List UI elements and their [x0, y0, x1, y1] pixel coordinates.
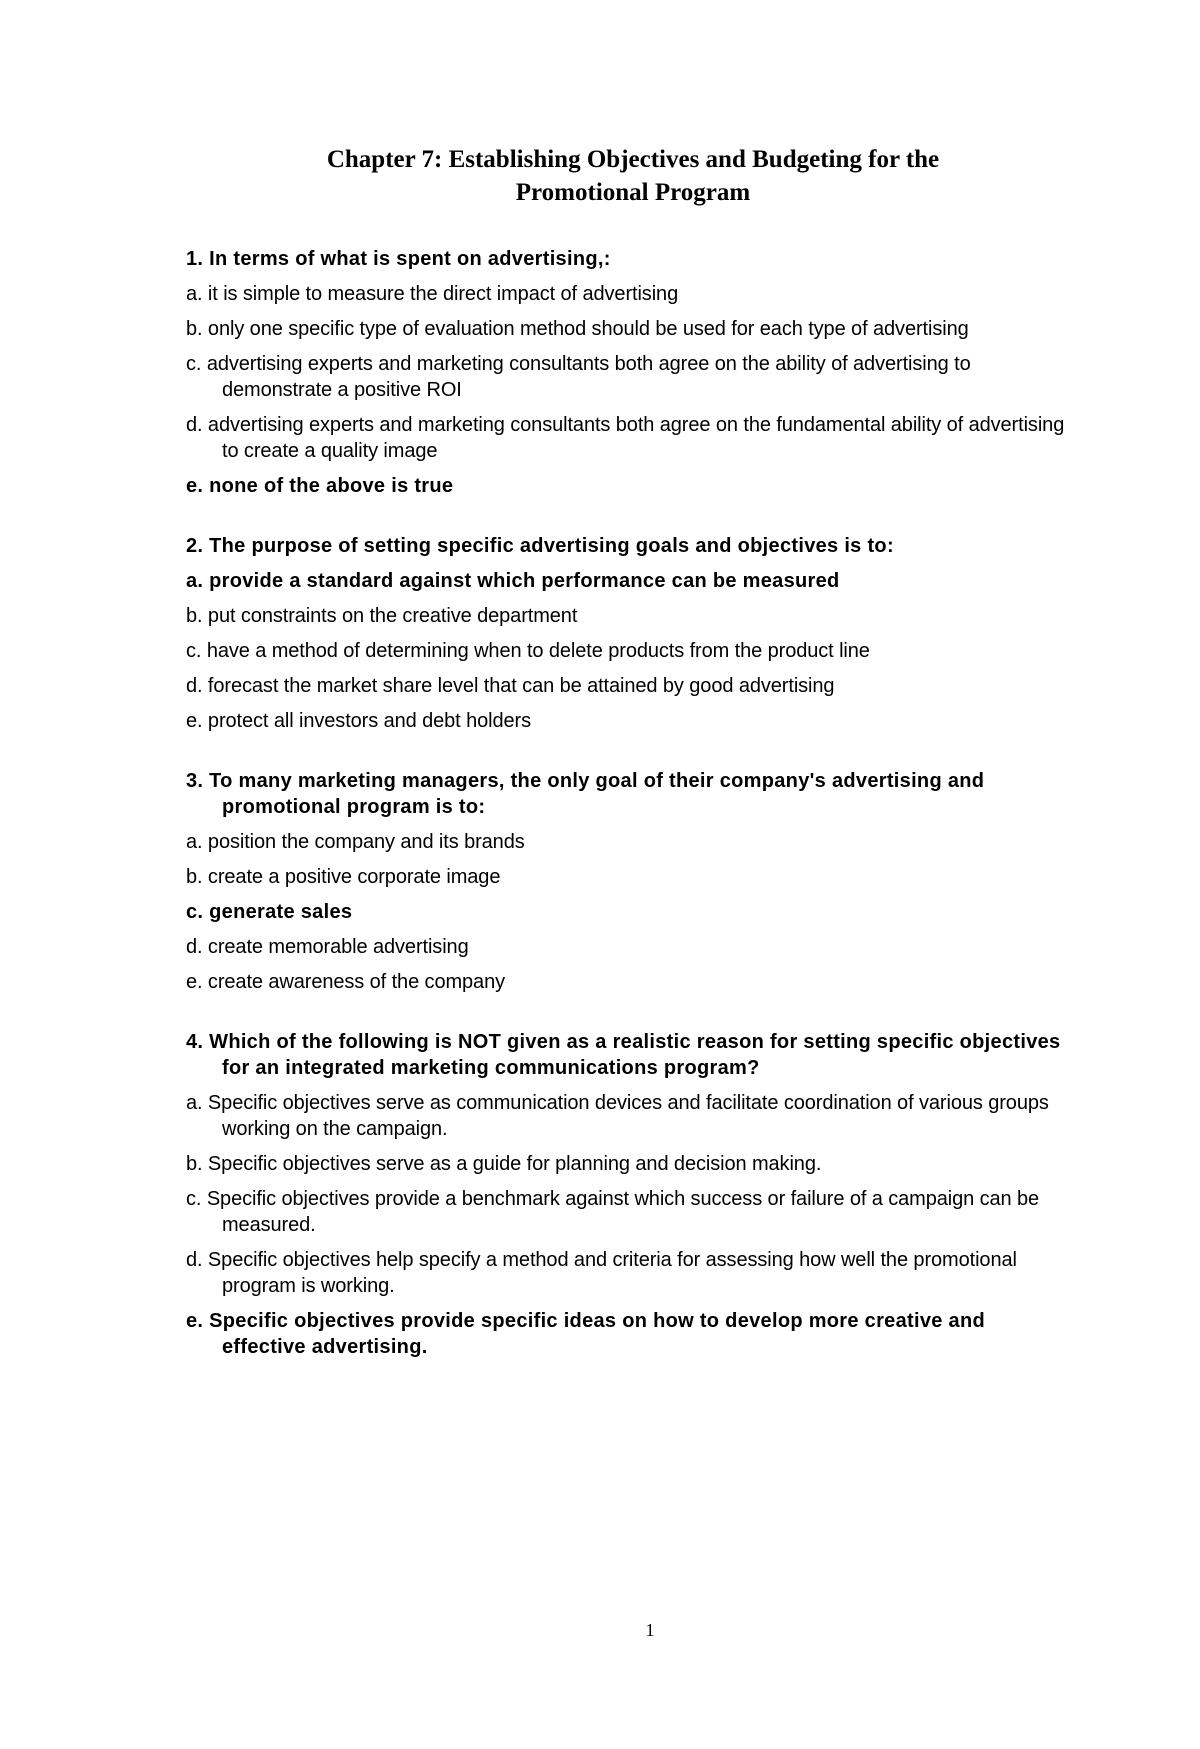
answer-option-b: b. put constraints on the creative department: [186, 605, 578, 627]
answer-option-d: d. forecast the market share level that can be attained by good advertising: [186, 675, 835, 697]
question-stem: 2. The purpose of setting specific advertising goals and objectives is to:: [186, 535, 894, 557]
answer-option-b: b. only one specific type of evaluation method should be used for each type of advertising: [186, 318, 969, 340]
answer-option-c: c. Specific objectives provide a benchmark against which success or failure of a campaign can be measured.: [186, 1188, 1040, 1236]
answer-option-a: a. Specific objectives serve as communication devices and facilitate coordination of various groups working on the campaign.: [186, 1092, 1049, 1140]
question-1: [186, 246, 1066, 499]
chapter-title: [0, 143, 1200, 209]
question-stem: 4. Which of the following is NOT given as a realistic reason for setting specific objectives for an integrated marketing communications program?: [186, 1031, 1061, 1079]
answer-option-d: d. Specific objectives help specify a method and criteria for assessing how well the promotional program is working.: [186, 1249, 1017, 1297]
question-stem: 3. To many marketing managers, the only goal of their company's advertising and promotional program is to:: [186, 770, 985, 818]
answer-option-e: e. protect all investors and debt holders: [186, 710, 531, 732]
question-3: [186, 768, 1066, 995]
answer-option-c: c. advertising experts and marketing consultants both agree on the ability of advertising to demonstrate a positive ROI: [186, 353, 971, 401]
chapter-title-line-1: Chapter 7: Establishing Objectives and Budgeting for the: [326, 146, 940, 173]
answer-option-c: c. have a method of determining when to delete products from the product line: [186, 640, 870, 662]
answer-option-c-correct: c. generate sales: [186, 901, 353, 923]
question-stem: 1. In terms of what is spent on advertising,:: [186, 248, 611, 270]
answer-option-a-correct: a. provide a standard against which performance can be measured: [186, 570, 840, 592]
answer-option-b: b. create a positive corporate image: [186, 866, 501, 888]
answer-option-a: a. position the company and its brands: [186, 831, 525, 853]
answer-option-b: b. Specific objectives serve as a guide for planning and decision making.: [186, 1153, 822, 1175]
answer-option-d: d. advertising experts and marketing consultants both agree on the fundamental ability of advertising to create a quality image: [186, 414, 1065, 462]
answer-option-a: a. it is simple to measure the direct impact of advertising: [186, 283, 679, 305]
answer-option-e-correct: e. Specific objectives provide specific ideas on how to develop more creative and effective advertising.: [186, 1310, 985, 1358]
answer-option-d: d. create memorable advertising: [186, 936, 469, 958]
question-2: [186, 533, 1066, 734]
question-list: [186, 246, 1066, 1394]
answer-option-e: e. create awareness of the company: [186, 971, 506, 993]
answer-option-e-correct: e. none of the above is true: [186, 475, 454, 497]
question-4: [186, 1029, 1066, 1360]
chapter-title-line-2: Promotional Program: [515, 179, 751, 206]
page-number: 1: [645, 1620, 655, 1640]
